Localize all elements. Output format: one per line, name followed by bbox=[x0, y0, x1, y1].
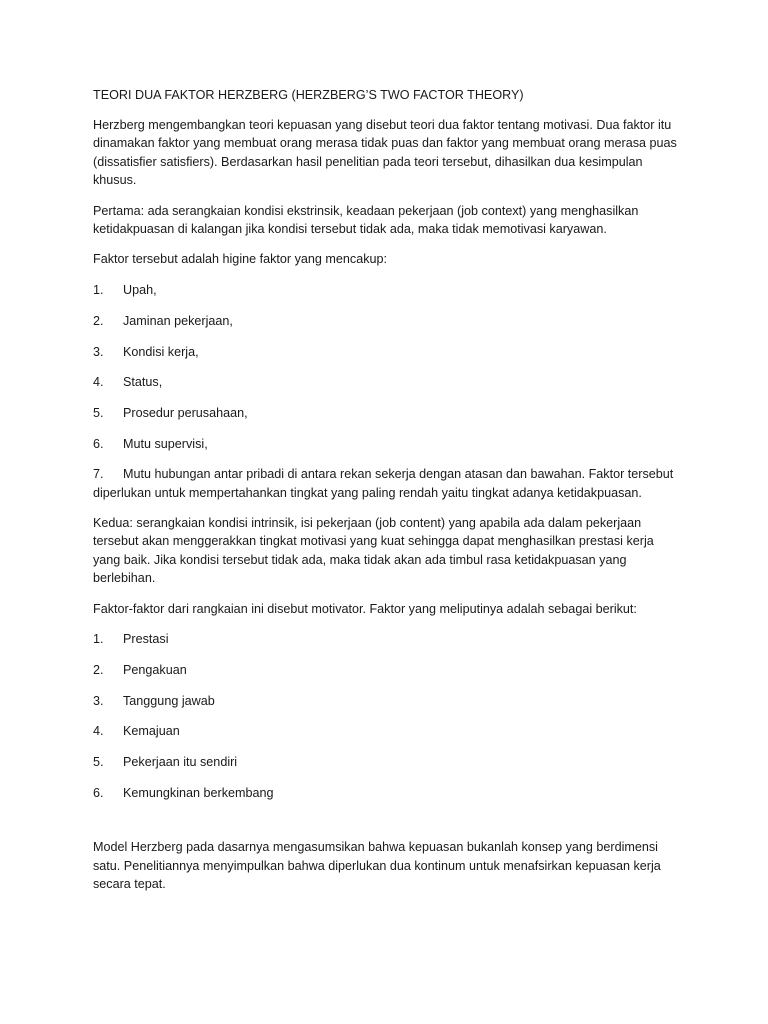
list-text: Prosedur perusahaan, bbox=[123, 405, 248, 420]
list-item bbox=[93, 784, 683, 802]
list-item bbox=[93, 343, 683, 361]
spacer bbox=[93, 814, 683, 838]
list-number: 5. bbox=[93, 405, 104, 420]
list-number: 2. bbox=[93, 313, 104, 328]
hygiene-intro: Faktor tersebut adalah higine faktor yang mencakup: bbox=[93, 252, 388, 267]
list-text: Kemungkinan berkembang bbox=[123, 785, 274, 800]
list-number: 7. bbox=[93, 467, 104, 482]
second-conclusion-paragraph: Kedua: serangkaian kondisi intrinsik, isi pekerjaan (job content) yang apabila ada dalam pekerjaan tersebut akan menggerakkan tingkat motivasi yang kuat sehingga dapat menghasilkan prestasi kerja yang baik. Jika kondisi tersebut tidak ada, maka tidak akan ada timbul rasa ketidakpuasan yang berlebihan. bbox=[93, 516, 654, 585]
list-item bbox=[93, 465, 683, 501]
document-page bbox=[93, 86, 683, 906]
list-text: Upah, bbox=[123, 283, 157, 298]
list-item bbox=[93, 722, 683, 740]
document-title: TEORI DUA FAKTOR HERZBERG (HERZBERG’S TWO FACTOR THEORY) bbox=[93, 88, 524, 102]
list-item bbox=[93, 435, 683, 453]
list-text: Mutu supervisi, bbox=[123, 436, 208, 451]
hygiene-factor-list bbox=[93, 281, 683, 502]
list-number: 4. bbox=[93, 375, 104, 390]
list-number: 1. bbox=[93, 632, 104, 647]
list-text: Jaminan pekerjaan, bbox=[123, 313, 233, 328]
list-text: Kondisi kerja, bbox=[123, 344, 199, 359]
list-item bbox=[93, 630, 683, 648]
list-number: 3. bbox=[93, 693, 104, 708]
list-item bbox=[93, 753, 683, 771]
list-number: 6. bbox=[93, 785, 104, 800]
list-number: 5. bbox=[93, 755, 104, 770]
first-conclusion-paragraph: Pertama: ada serangkaian kondisi ekstrinsik, keadaan pekerjaan (job context) yang menghasilkan ketidakpuasan di kalangan jika kondisi tersebut tidak ada, maka tidak memotivasi karyawan. bbox=[93, 203, 639, 236]
list-item bbox=[93, 281, 683, 299]
list-item bbox=[93, 661, 683, 679]
list-item bbox=[93, 373, 683, 391]
list-text: Mutu hubungan antar pribadi di antara rekan sekerja dengan atasan dan bawahan. Faktor tersebut diperlukan untuk mempertahankan tingkat yang paling rendah yaitu tingkat adanya ketidakpuasan. bbox=[93, 467, 674, 500]
list-text: Prestasi bbox=[123, 632, 169, 647]
list-item bbox=[93, 692, 683, 710]
list-number: 3. bbox=[93, 344, 104, 359]
list-number: 1. bbox=[93, 283, 104, 298]
list-text: Pekerjaan itu sendiri bbox=[123, 755, 238, 770]
motivator-intro: Faktor-faktor dari rangkaian ini disebut motivator. Faktor yang meliputinya adalah sebagai berikut: bbox=[93, 601, 637, 616]
list-text: Tanggung jawab bbox=[123, 693, 215, 708]
list-text: Status, bbox=[123, 375, 163, 390]
motivator-factor-list bbox=[93, 630, 683, 802]
intro-paragraph: Herzberg mengembangkan teori kepuasan yang disebut teori dua faktor tentang motivasi. Dua faktor itu dinamakan faktor yang membuat orang merasa tidak puas dan faktor yang membuat orang merasa puas (dissatisfier satisfiers). Berdasarkan hasil penelitian pada teori tersebut, dihasilkan dua kesimpulan khusus. bbox=[93, 118, 677, 187]
conclusion-paragraph: Model Herzberg pada dasarnya mengasumsikan bahwa kepuasan bukanlah konsep yang berdimensi satu. Penelitiannya menyimpulkan bahwa diperlukan dua kontinum untuk menafsirkan kepuasan kerja secara tepat. bbox=[93, 840, 661, 891]
list-text: Kemajuan bbox=[123, 724, 180, 739]
list-text: Pengakuan bbox=[123, 662, 187, 677]
list-item bbox=[93, 312, 683, 330]
list-number: 2. bbox=[93, 662, 104, 677]
list-item bbox=[93, 404, 683, 422]
list-number: 6. bbox=[93, 436, 104, 451]
list-number: 4. bbox=[93, 724, 104, 739]
